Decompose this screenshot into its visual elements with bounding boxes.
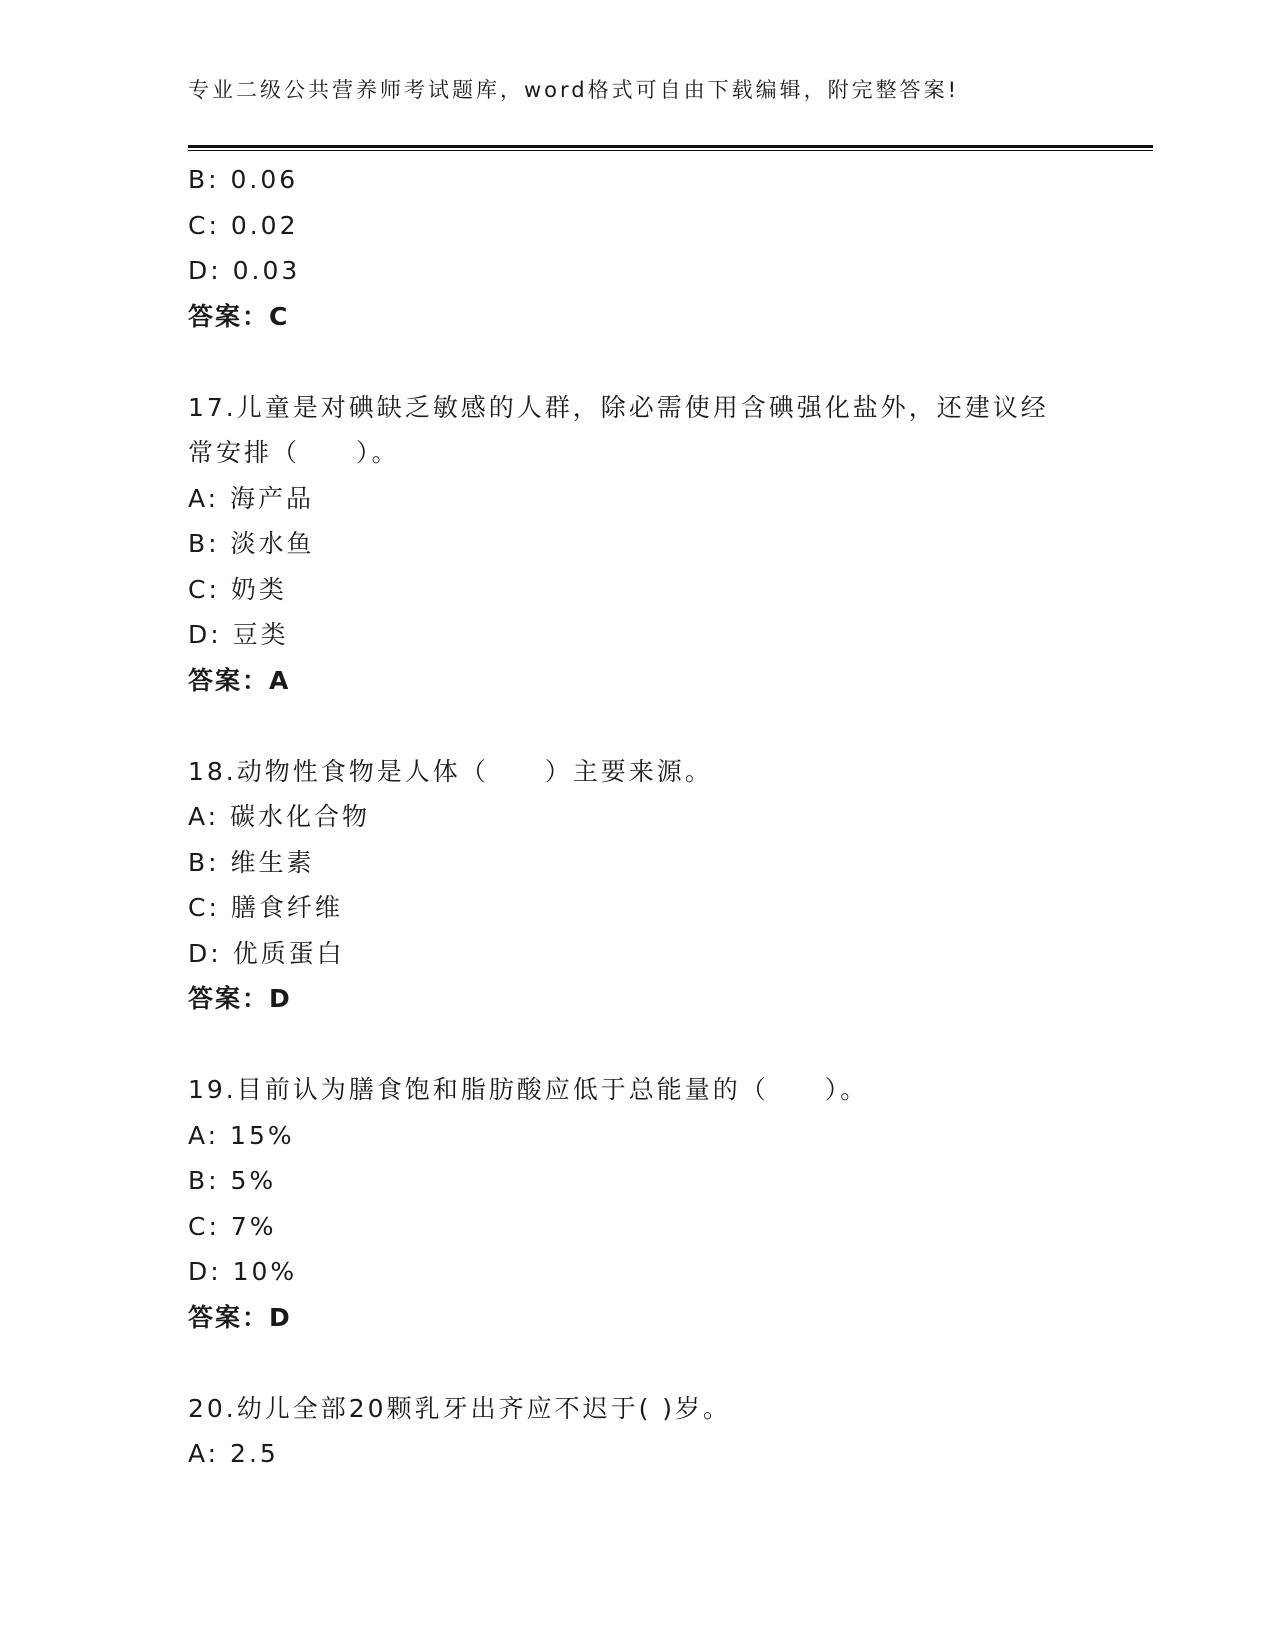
answer-line: 答案：A [188,665,291,695]
option-d: D: 豆类 [188,620,289,649]
option-b: B: 维生素 [188,847,315,877]
option-c: C: 奶类 [188,574,287,604]
option-d: D: 10% [188,1257,298,1286]
answer-line: 答案：C [188,301,290,331]
header-divider [188,145,1153,151]
spacer [188,1340,1153,1386]
answer-line: 答案：D [188,1302,292,1332]
answer-line: 答案：D [188,984,292,1013]
document-body [188,157,1153,1477]
question-stem: 17.儿童是对碘缺乏敏感的人群，除必需使用含碘强化盐外，还建议经 [188,392,1049,422]
question-stem-continued: 常安排（ ）。 [188,438,400,467]
page-header: 专业二级公共营养师考试题库，word格式可自由下载编辑，附完整答案! [188,78,960,102]
question-stem: 19.目前认为膳食饱和脂肪酸应低于总能量的（ ）。 [188,1075,869,1104]
spacer [188,703,1153,749]
option-a: A: 碳水化合物 [188,802,371,831]
spacer [188,339,1153,385]
option-c: C: 7% [188,1211,277,1241]
option-c: C: 0.02 [188,210,299,240]
option-b: B: 5% [188,1166,277,1195]
question-stem: 18.动物性食物是人体（ ）主要来源。 [188,756,713,786]
question-16-partial [188,157,1153,339]
question-17 [188,385,1153,704]
option-a: A: 海产品 [188,483,315,513]
option-b: B: 淡水鱼 [188,529,315,558]
question-19 [188,1067,1153,1340]
option-b: B: 0.06 [188,165,299,194]
question-18 [188,749,1153,1022]
question-stem: 20.幼儿全部20颗乳牙出齐应不迟于( )岁。 [188,1393,732,1423]
option-d: D: 优质蛋白 [188,938,345,968]
spacer [188,1022,1153,1068]
question-20 [188,1386,1153,1477]
option-c: C: 膳食纤维 [188,893,343,922]
option-a: A: 2.5 [188,1439,279,1468]
option-a: A: 15% [188,1120,295,1150]
option-d: D: 0.03 [188,256,301,285]
